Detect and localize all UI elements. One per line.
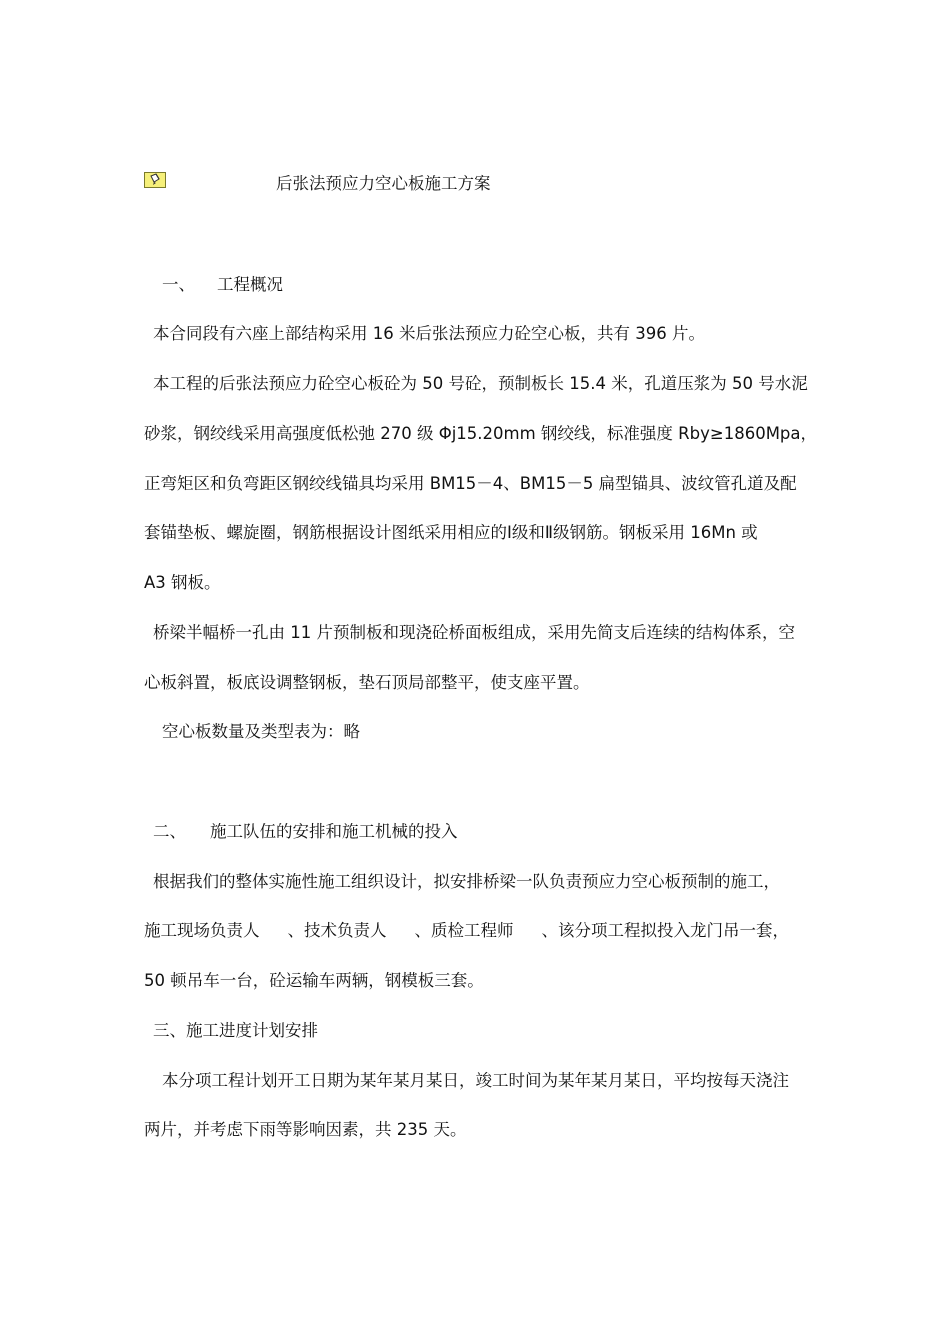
section-1-heading bbox=[162, 274, 283, 296]
section-2-number: 二、 bbox=[153, 822, 186, 841]
document-edit-icon bbox=[144, 172, 166, 188]
paragraph-line: 心板斜置，板底设调整钢板，垫石顶局部整平，使支座平置。 bbox=[144, 673, 590, 692]
paragraph-line: 两片，并考虑下雨等影响因素，共 235 天。 bbox=[144, 1120, 467, 1139]
section-1-number: 一、 bbox=[162, 275, 195, 294]
paragraph-line: A3 钢板。 bbox=[144, 573, 221, 592]
paragraph-line: 根据我们的整体实施性施工组织设计，拟安排桥梁一队负责预应力空心板预制的施工， bbox=[153, 872, 780, 891]
paragraph-line: 50 顿吊车一台，砼运输车两辆，钢模板三套。 bbox=[144, 971, 484, 990]
text-segment: 施工现场负责人 bbox=[144, 921, 260, 940]
paragraph: 空心板数量及类型表为：略 bbox=[162, 722, 360, 741]
text-segment: 、该分项工程拟投入龙门吊一套， bbox=[541, 921, 789, 940]
paragraph-line: 桥梁半幅桥一孔由 11 片预制板和现浇砼桥面板组成，采用先简支后连续的结构体系，空 bbox=[153, 623, 795, 642]
text-segment: 、质检工程师 bbox=[414, 921, 514, 940]
section-2-title: 施工队伍的安排和施工机械的投入 bbox=[210, 822, 458, 841]
paragraph: 本合同段有六座上部结构采用 16 米后张法预应力砼空心板，共有 396 片。 bbox=[153, 324, 705, 343]
section-3-heading: 三、施工进度计划安排 bbox=[153, 1021, 318, 1040]
text-segment: 、技术负责人 bbox=[287, 921, 387, 940]
paragraph-line: 正弯矩区和负弯距区钢绞线锚具均采用 BM15－4、BM15－5 扁型锚具、波纹管孔道及配 bbox=[144, 474, 797, 493]
paragraph-line: 砂浆，钢绞线采用高强度低松弛 270 级 Φj15.20mm 钢绞线，标准强度 Rby≥1860Mpa， bbox=[144, 424, 818, 443]
paragraph-line bbox=[144, 920, 789, 942]
paragraph-line: 套锚垫板、螺旋圈，钢筋根据设计图纸采用相应的Ⅰ级和Ⅱ级钢筋。钢板采用 16Mn 或 bbox=[144, 523, 758, 542]
section-1-title: 工程概况 bbox=[217, 275, 283, 294]
section-2-heading bbox=[153, 821, 458, 843]
paragraph-line: 本分项工程计划开工日期为某年某月某日，竣工时间为某年某月某日，平均按每天浇注 bbox=[162, 1071, 789, 1090]
paragraph-line: 本工程的后张法预应力砼空心板砼为 50 号砼，预制板长 15.4 米，孔道压浆为 50 号水泥 bbox=[153, 374, 808, 393]
document-title: 后张法预应力空心板施工方案 bbox=[276, 174, 491, 193]
